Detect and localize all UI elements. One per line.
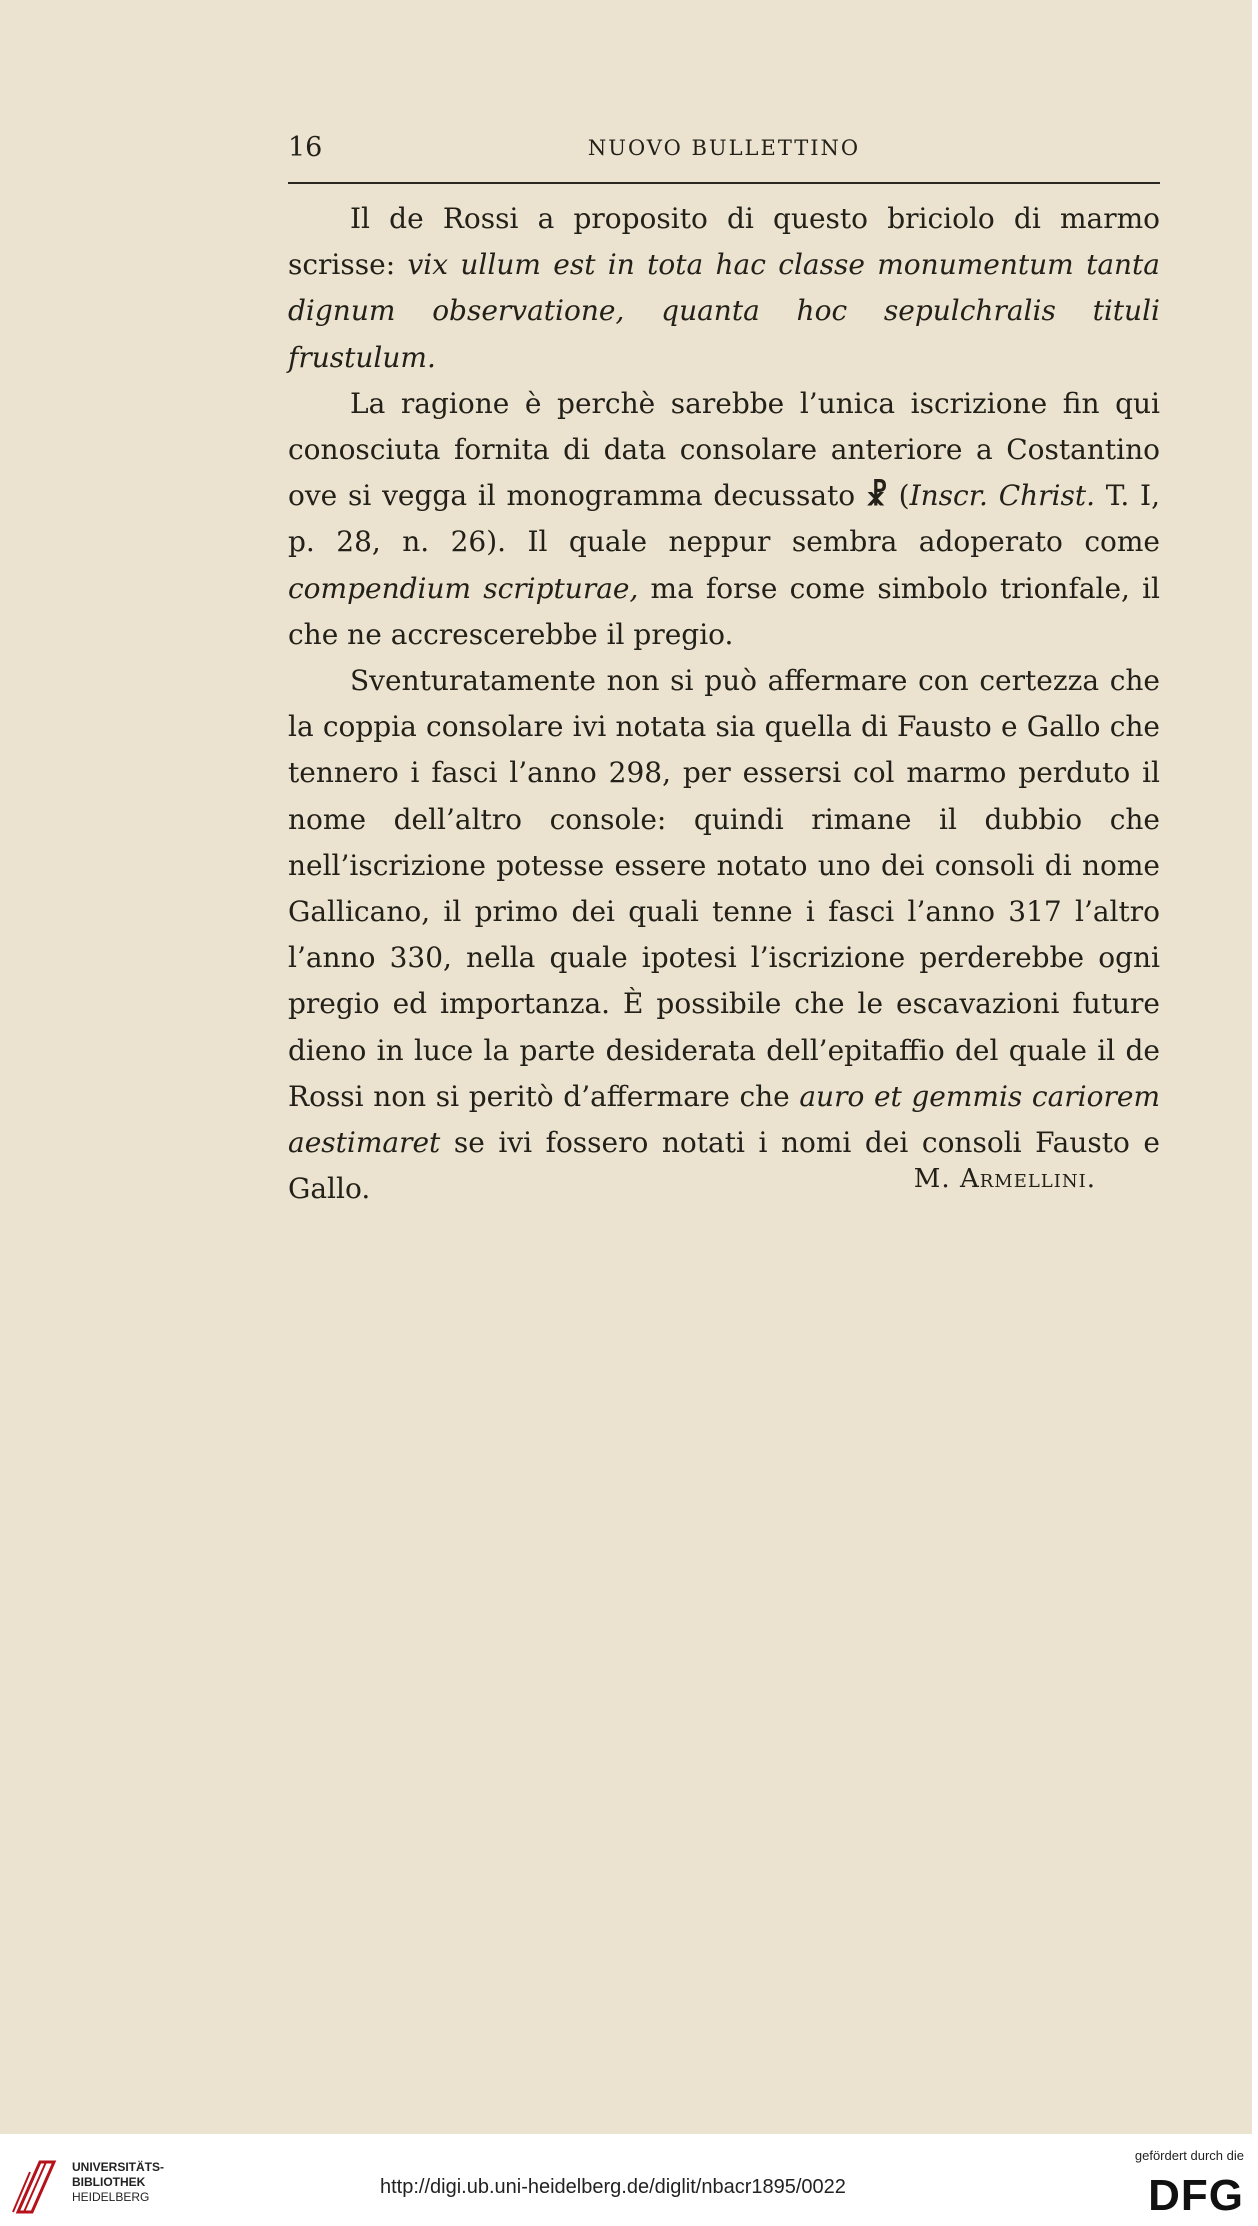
p2-text-4: ma forse come simbolo trionfale, il che ne accrescerebbe il pregio. [288,571,1160,651]
p3-text-1: Sventuratamente non si può affermare con certezza che la coppia consolare ivi notata sia quella di Fausto e Gallo che tennero i fasci l’anno 298, per essersi col marmo perduto il nome dell’altro console: quindi rimane il dubbio che nell’iscrizione potesse essere notato uno dei consoli di nome Gallicano, il primo dei quali tenne i fasci l’anno 317 l’altro l’anno 330, nella quale ipotesi l’iscrizione perderebbe ogni pregio ed importanza. È possibile che le escavazioni future dieno in luce la parte desiderata dell’epitaffio del quale il de Rossi non si peritò d’affermare che [288,664,1160,1113]
library-name [72,2160,164,2205]
p1-latin-quote: vix ullum est in tota hac classe monumentum tanta dignum observatione, quanta hoc sepulchralis tituli frustulum. [288,248,1160,374]
library-line-3: HEIDELBERG [72,2190,150,2204]
p2-citation: Inscr. Christ. [909,479,1096,513]
p2-text-2: ( [887,479,910,513]
library-line-2: BIBLIOTHEK [72,2175,146,2189]
funded-by-label: gefördert durch die [1134,2148,1244,2163]
article-body [288,196,1160,1212]
chi-rho-monogram-icon: ☧ [865,479,888,513]
p3-text-2: se ivi fossero notati i nomi dei consoli Fausto e Gallo. [288,1126,1160,1206]
page-header [288,128,1160,168]
p3-latin-phrase: auro et gemmis cariorem aestimaret [288,1079,1160,1160]
running-title: NUOVO BULLETTINO [587,136,861,160]
author-signature [914,1164,1096,1194]
p2-latin-phrase: compendium scripturae, [288,571,639,605]
dfg-logo: DFG [1148,2171,1244,2220]
author-initial: M. [913,1164,960,1194]
author-name: Armellini. [959,1164,1096,1194]
paragraph-2 [288,381,1160,658]
p2-text-3: T. I, p. 28, n. 26). Il quale neppur sembra adoperato come [288,479,1160,559]
paragraph-1 [288,196,1160,381]
p2-text-1: La ragione è perchè sarebbe l’unica iscrizione fin qui conosciuta fornita di data consolare anteriore a Costantino ove si vegga il monogramma decussato [288,386,1160,513]
digital-copy-link[interactable]: http://digi.ub.uni-heidelberg.de/diglit/nbacr1895/0022 [380,2176,846,2198]
university-library-logo-icon [10,2158,60,2216]
footer-bar [0,2134,1258,2226]
paragraph-3 [288,658,1160,1212]
page-number: 16 [288,132,323,163]
library-line-1: UNIVERSITÄTS- [72,2160,165,2174]
header-rule [288,182,1160,184]
p1-text-1: Il de Rossi a proposito di questo briciolo di marmo scrisse: [288,202,1160,282]
